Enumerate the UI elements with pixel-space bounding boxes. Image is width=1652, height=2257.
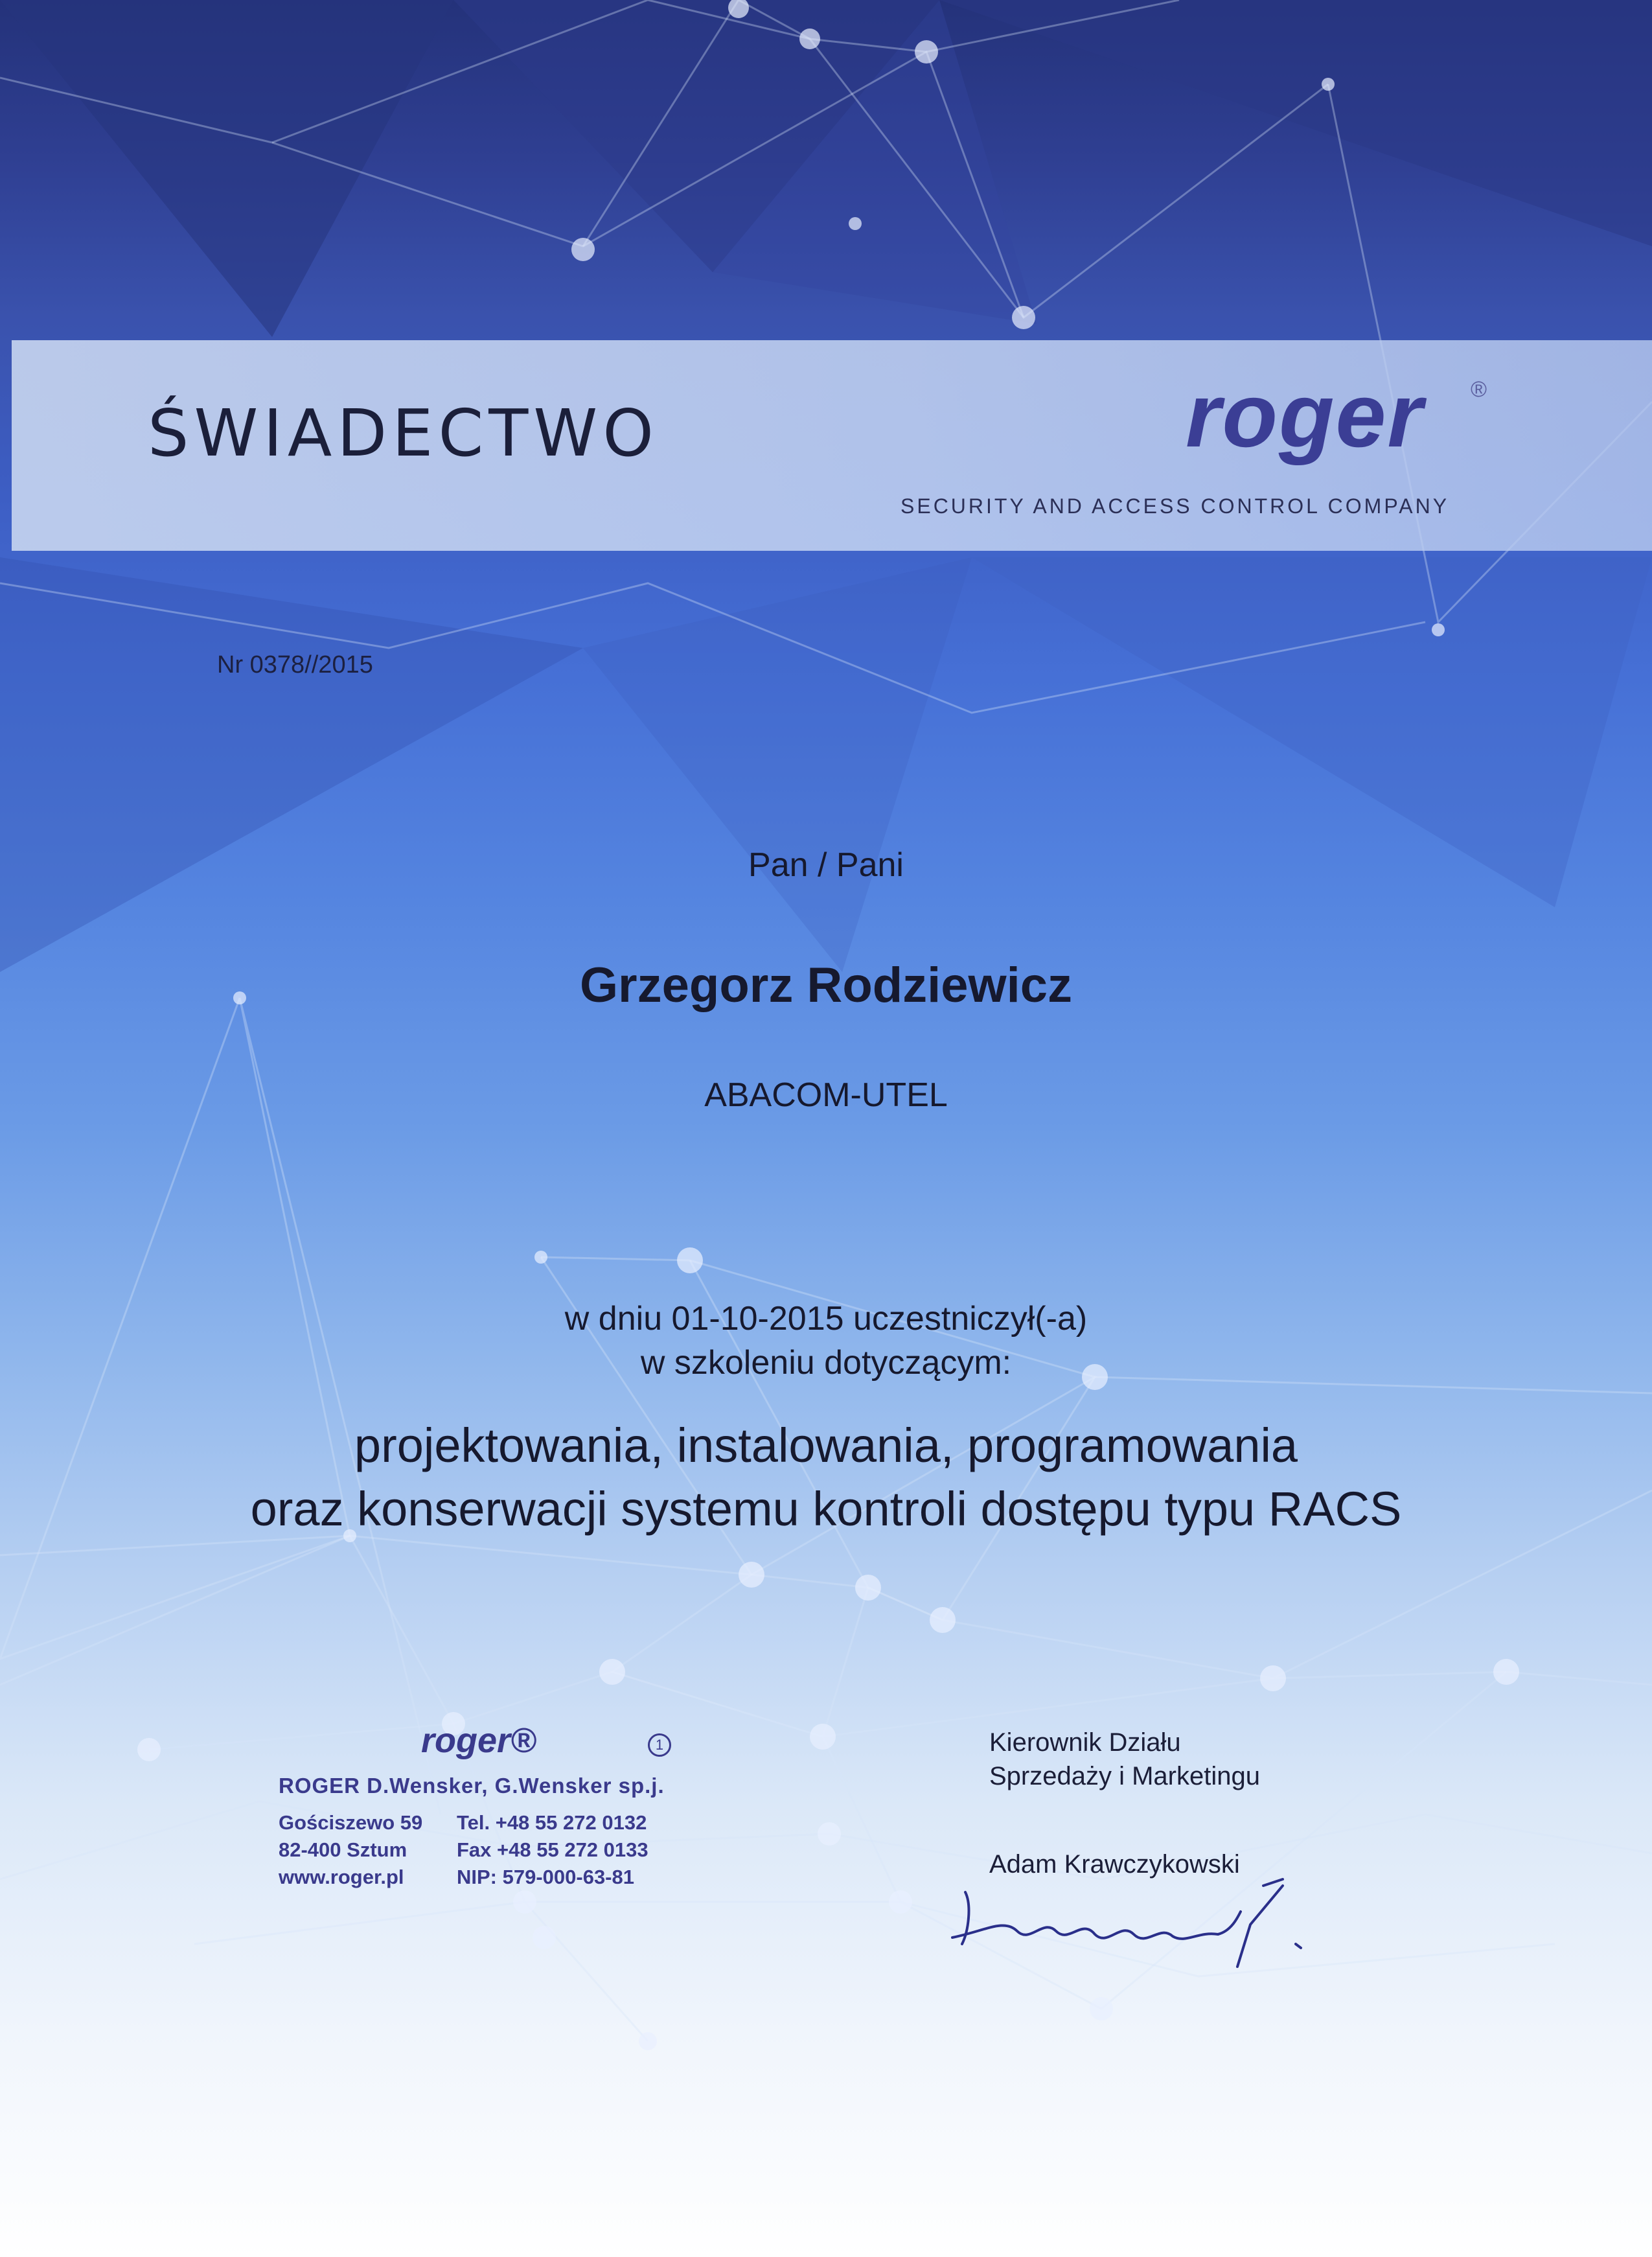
course-line-2: oraz konserwacji systemu kontroli dostępu typu RACS <box>250 1482 1402 1536</box>
signatory-name: Adam Krawczykowski <box>989 1850 1240 1879</box>
document-title: ŚWIADECTWO <box>148 395 659 471</box>
stamp-address-line: www.roger.pl <box>279 1866 404 1888</box>
signatory-role-line: Kierownik Działu <box>989 1728 1181 1757</box>
recipient-name: Grzegorz Rodziewicz <box>579 958 1073 1013</box>
stamp-contacts <box>457 1809 648 1891</box>
stamp-address <box>279 1809 422 1891</box>
stamp-logo: roger® <box>421 1721 536 1760</box>
roger-logo: roger <box>1186 364 1424 466</box>
attendance-line-1: w dniu 01-10-2015 uczestniczył(-a) <box>564 1300 1088 1337</box>
company-tagline: SECURITY AND ACCESS CONTROL COMPANY <box>901 494 1450 518</box>
signatory-role <box>989 1726 1260 1793</box>
course-line-1: projektowania, instalowania, programowania <box>354 1418 1298 1472</box>
registered-mark: ® <box>1471 377 1487 402</box>
stamp-address-line: Gościszewo 59 <box>279 1811 423 1834</box>
recipient-company: ABACOM-UTEL <box>704 1076 948 1114</box>
stamp-address-line: 82-400 Sztum <box>279 1838 407 1861</box>
stamp-contact-line: Fax +48 55 272 0133 <box>457 1838 648 1861</box>
stamp-company-name: ROGER D.Wensker, G.Wensker sp.j. <box>279 1774 665 1798</box>
signatory-role-line: Sprzedaży i Marketingu <box>989 1762 1260 1790</box>
handwritten-signature <box>946 1853 1322 1970</box>
stamp-contact-line: Tel. +48 55 272 0132 <box>457 1811 647 1834</box>
stamp-contact-line: NIP: 579-000-63-81 <box>457 1866 634 1888</box>
salutation: Pan / Pani <box>748 846 904 884</box>
certificate-number: Nr 0378//2015 <box>217 651 373 678</box>
stamp-circle-mark: 1 <box>648 1733 671 1757</box>
attendance-line-2: w szkoleniu dotyczącym: <box>640 1344 1012 1382</box>
